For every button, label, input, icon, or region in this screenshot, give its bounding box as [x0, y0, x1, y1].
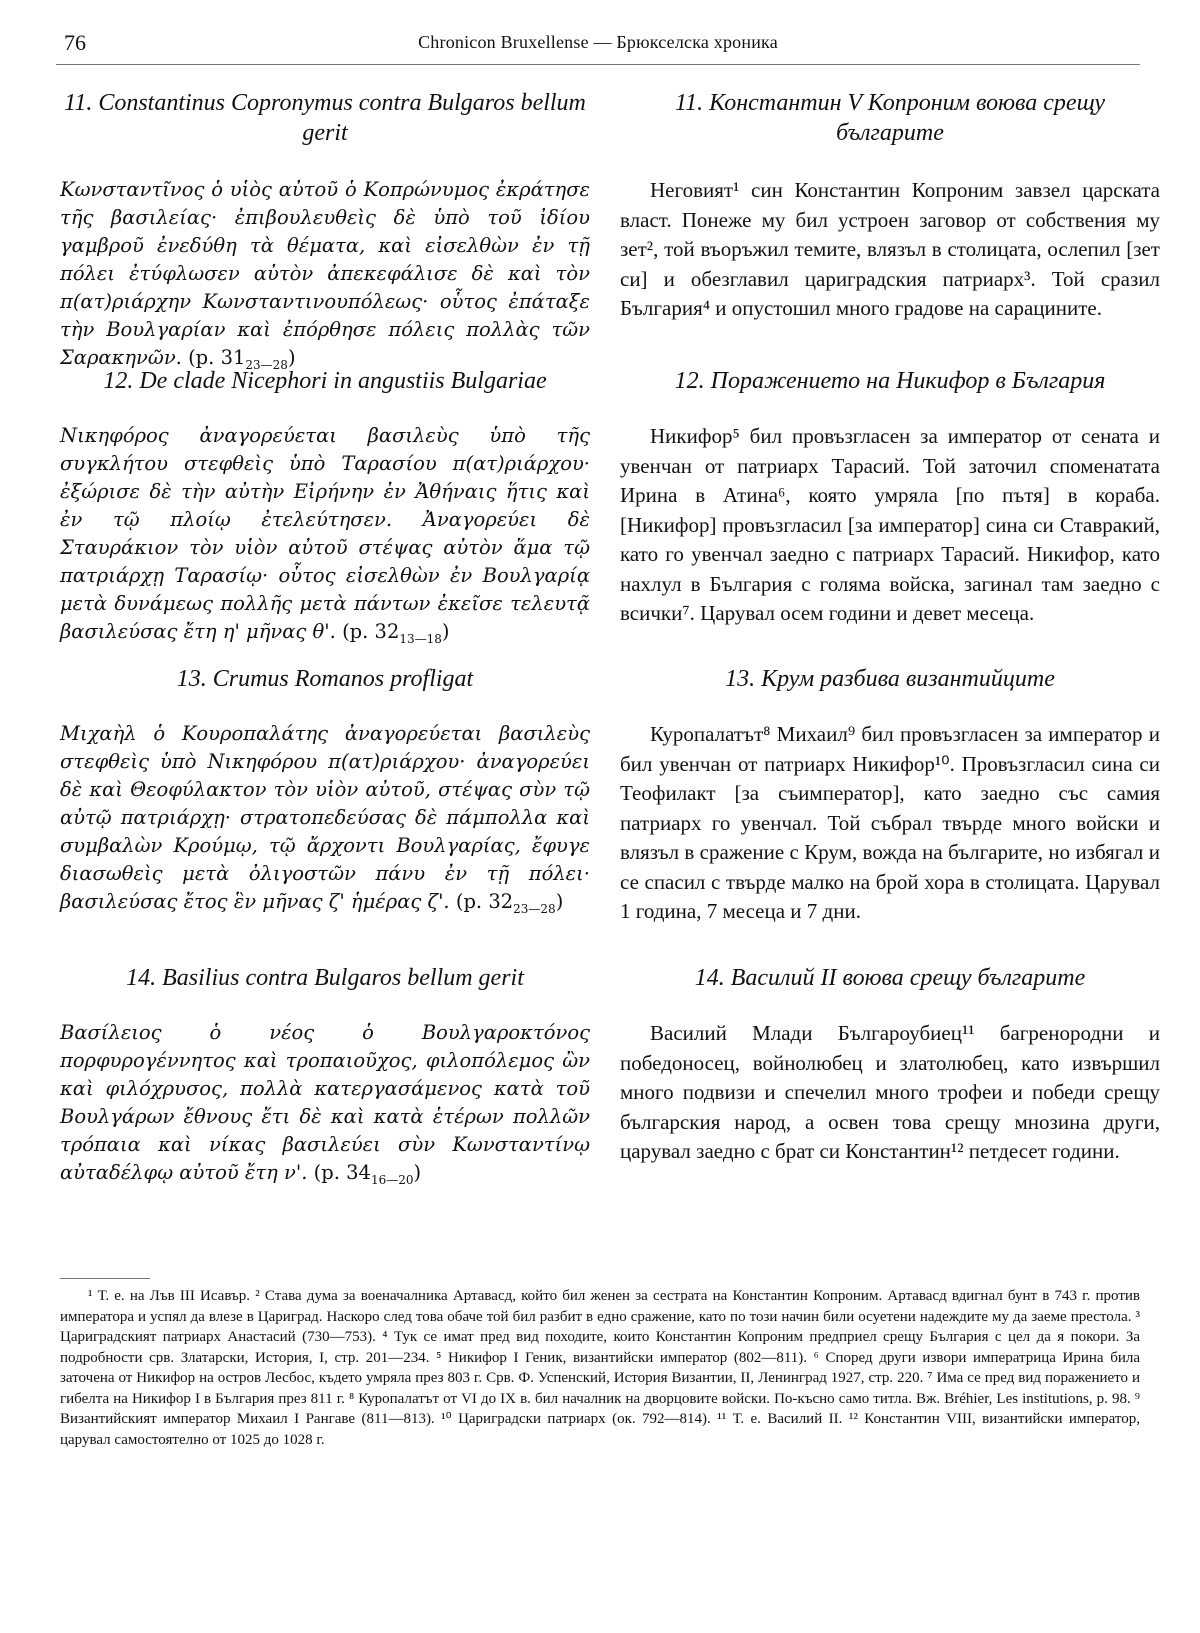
bg-section-12: [620, 366, 1160, 629]
bg-text: Василий Млади Българоубиец¹¹ багренородни и победоносец, войнолюбец и златолюбец, като извършил много подвизи и спечелил много трофеи и победи срещу българския народ, а освен това срещу мнозина други, царувал заедно с брат си Константин¹² петдесет години.: [620, 1021, 1160, 1163]
greek-body: Βασίλειος ὁ νέος ὁ Βουλγαροκτόνος πορφυρογέννητος καὶ τροπαιοῦχος, φιλοπόλεμος ὢν καὶ φιλόχρυσος, πολλὰ κατεργασάμενος κατὰ τοῦ Βουλγάρων ἔθνους ἔτι δὲ καὶ κατὰ ἑτέρων πολλῶν τρόπαια καὶ νίκας βασιλεύει σὺν Κωνσταντίνῳ αὐταδέλφῳ αὐτοῦ ἔτη ν'.: [60, 1021, 590, 1184]
bg-title: 11. Константин V Копроним воюва срещу българите: [674, 90, 1106, 146]
bg-section-13: [620, 664, 1160, 927]
greek-text: [60, 1019, 590, 1187]
greek-section-14: [60, 963, 590, 1187]
greek-text: [60, 176, 590, 372]
latin-title: 13. Crumus Romanos profligat: [176, 666, 474, 692]
footnotes: [60, 1286, 1140, 1450]
citation: (p. $34_{16—20}$): [313, 1161, 422, 1187]
citation: (p. $32_{13—18}$): [342, 620, 450, 646]
page-number: 76: [64, 30, 86, 55]
latin-title: 14. Basilius contra Bulgaros bellum gerit: [126, 965, 524, 991]
bg-section-11: [620, 88, 1160, 324]
greek-text: [60, 720, 590, 916]
page-header: [56, 30, 1140, 64]
running-title: Chronicon Bruxellense — Брюкселска хроника: [418, 32, 778, 52]
citation: (p. $31_{23—28}$): [188, 346, 296, 372]
header-rule: [56, 64, 1140, 65]
latin-title: 12. De clade Nicephori in angustiis Bulgariae: [103, 368, 547, 394]
bg-title: 12. Поражението на Никифор в България: [674, 368, 1106, 394]
footnotes-text: ¹ Т. е. на Лъв III Исавър. ² Става дума за военачалника Артавасд, който бил женен за сестрата на Константин Копроним. Артавасд вдигнал бунт в 743 г. против императора и успял да влезе в Цариград. Наскоро след това обаче той бил разбит в едно сражение, като по този начин били осуетени надеждите му да заеме престола. ³ Цариградският патриарх Анастасий (730—753). ⁴ Тук се имат пред вид походите, които Константин Копроним предприел срещу България с цел да я покори. За подробности срв. Златарски, История, I, стр. 201—234. ⁵ Никифор I Геник, византийски император (802—811). ⁶ Според други извори императрица Ирина била заточена от Никифор на остров Лесбос, където умряла през 803 г. Срв. Ф. Успенский, История Византии, II, Ленинград 1927, стр. 220. ⁷ Има се пред вид поражението и гибелта на Никифор I в България през 811 г. ⁸ Куропалатът от VI до IX в. бил началник на дворцовите войски. По-късно само титла. Вж. Bréhier, Les institutions, p. 98. ⁹ Византийският император Михаил I Рангаве (811—813). ¹⁰ Цариградски патриарх (ок. 792—814). ¹¹ Т. е. Василий II. ¹² Константин VIII, византийски император, царувал самостоятелно от 1025 до 1028 г.: [60, 1288, 1140, 1448]
greek-section-12: [60, 366, 590, 646]
bg-text: Неговият¹ син Константин Копроним завзел царската власт. Понеже му бил устроен заговор от собствения му зет², той въоръжил темите, влязъл в столицата, ослепил [зет си] и обезглавил цариградския патриарх³. Той сразил България⁴ и опустошил много градове на сарацините.: [620, 178, 1160, 320]
greek-body: Νικηφόρος ἀναγορεύεται βασιλεὺς ὑπὸ τῆς συγκλήτου στεφθεὶς ὑπὸ Ταρασίου π(ατ)ριάρχου· ἐξώρισε δὲ τὴν αὐτὴν Εἰρήνην ἐν Ἀθήναις ἥτις καὶ ἐν τῷ πλοίῳ ἐτελεύτησεν. Ἀναγορεύει δὲ Σταυράκιον τὸν υἱὸν αὐτοῦ στέψας αὐτὸν ἅμα τῷ πατριάρχῃ Ταρασίῳ· οὗτος εἰσελθὼν ἐν Βουλγαρίᾳ μετὰ δυνάμεως πολλῆς μετὰ πάντων ἐκεῖσε τελευτᾷ βασιλεύσας ἔτη η' μῆνας θ'.: [60, 424, 590, 643]
greek-section-13: [60, 664, 590, 916]
footnote-rule: [60, 1278, 150, 1279]
bg-title: 13. Крум разбива византийците: [725, 666, 1055, 692]
greek-section-11: [60, 88, 590, 372]
bg-title: 14. Василий II воюва срещу българите: [694, 965, 1086, 991]
bg-text: Никифор⁵ бил провъзгласен за император от сената и увенчан от патриарх Тарасий. Той заточил споменатата Ирина в Атина⁶, която умряла [по пътя] в кораба. [Никифор] провъзгласил [за император] сина си Ставракий, като го увенчал заедно с патриарх Тарасий. Никифор, като нахлул в България с голяма войска, загинал там заедно с всички⁷. Царувал осем години и девет месеца.: [620, 424, 1160, 625]
citation: (p. $32_{23—28}$): [455, 890, 564, 916]
latin-title: 11. Constantinus Copronymus contra Bulgaros bellum gerit: [64, 90, 586, 146]
greek-body: Κωνσταντῖνος ὁ υἱὸς αὐτοῦ ὁ Κοπρώνυμος ἐκράτησε τῆς βασιλείας· ἐπιβουλευθεὶς δὲ ὑπὸ τοῦ ἰδίου γαμβροῦ ἐνεδύθη τὰ θέματα, καὶ εἰσελθὼν ἐν τῇ πόλει ἐτύφλωσεν αὐτὸν ἀπεκεφάλισε δὲ καὶ τὸν π(ατ)ριάρχην Κωνσταντινουπόλεως· οὗτος ἐπάταξε τὴν Βουλγαρίαν καὶ ἐπόρθησε πόλεις πολλὰς τῶν Σαρακηνῶν.: [60, 178, 590, 369]
bg-text: Куропалатът⁸ Михаил⁹ бил провъзгласен за император и бил увенчан от патриарх Никифор¹⁰. Провъзгласил сина си Теофилакт [за съимператор], като заедно със самия патриарх го увенчал. Той събрал твърде много войски и влязъл в сражение с Крум, вожда на българите, но избягал и се спасил с твърде малко на брой хора в столицата. Царувал 1 година, 7 месеца и 7 дни.: [620, 722, 1160, 923]
bg-section-14: [620, 963, 1160, 1167]
greek-body: Μιχαὴλ ὁ Κουροπαλάτης ἀναγορεύεται βασιλεὺς στεφθεὶς ὑπὸ Νικηφόρου π(ατ)ριάρχου· ἀναγορεύει δὲ καὶ Θεοφύλακτον τὸν υἱὸν αὐτοῦ, στέψας σὺν τῷ αὐτῷ πατριάρχῃ· στρατοπεδεύσας δὲ πάμπολλα καὶ συμβαλὼν Κρούμῳ, τῷ ἄρχοντι Βουλγαρίας, ἔφυγε διασωθεὶς μετὰ ὀλιγοστῶν πάνυ ἐν τῇ πόλει· βασιλεύσας ἔτος ἓν μῆνας ζ' ἡμέρας ζ'.: [60, 722, 590, 913]
greek-text: [60, 422, 590, 646]
